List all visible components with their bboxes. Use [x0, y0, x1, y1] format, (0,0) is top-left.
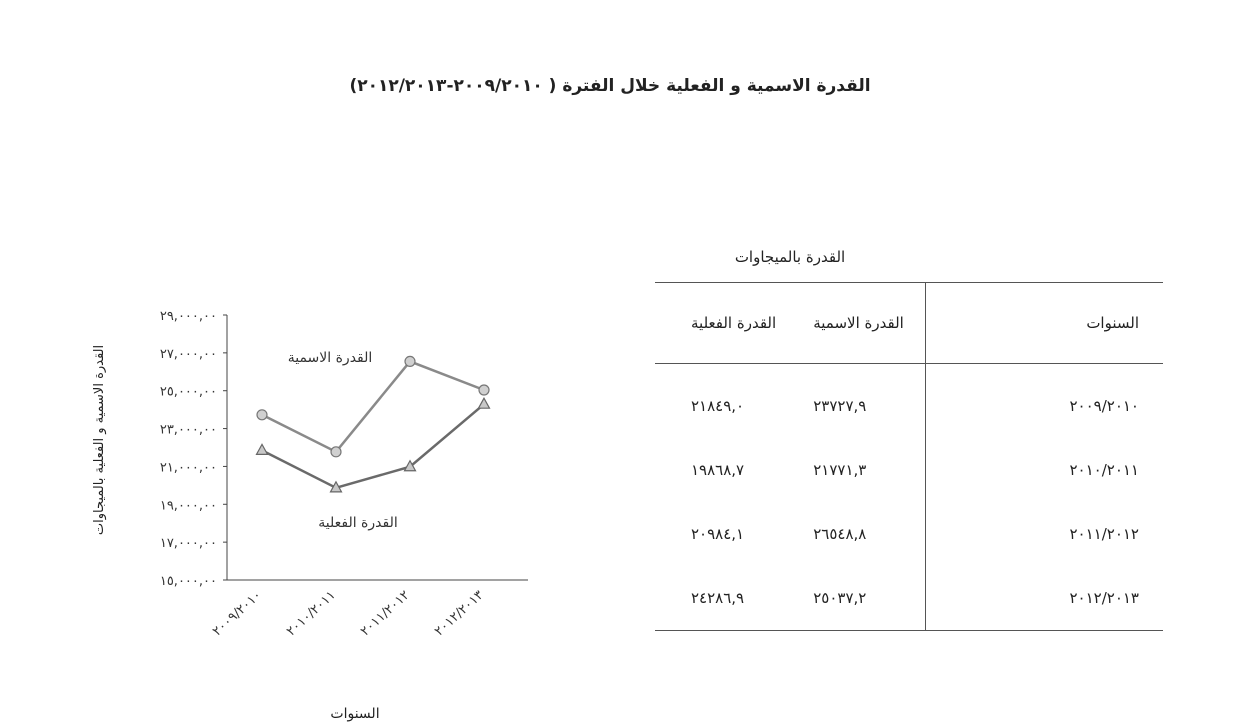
series-label-actual: القدرة الفعلية — [318, 515, 398, 531]
header-years: السنوات — [926, 283, 1164, 364]
y-tick-label: ٢٧,٠٠٠,٠٠ — [159, 346, 217, 362]
x-tick-label: ٢٠١٢/٢٠١٣ — [431, 587, 487, 640]
header-actual-capacity: القدرة الفعلية — [655, 283, 799, 364]
cell-year: ٢٠١٠/٢٠١١ — [926, 438, 1164, 502]
series-label-nominal: القدرة الاسمية — [287, 350, 373, 366]
table-caption: القدرة بالميجاوات — [734, 248, 846, 266]
cell-nominal: ٢٥٠٣٧,٢ — [799, 566, 925, 631]
y-tick-label: ٢٩,٠٠٠,٠٠ — [159, 309, 217, 324]
cell-actual: ٢٤٢٨٦,٩ — [655, 566, 799, 631]
table-row — [655, 364, 1163, 439]
nominal-capacity-line — [262, 361, 484, 451]
cell-actual: ٢١٨٤٩,٠ — [691, 397, 745, 415]
cell-year: ٢٠٠٩/٢٠١٠ — [926, 364, 1164, 439]
cell-nominal: ٢١٧٧١,٣ — [813, 461, 867, 479]
header-nominal-capacity: القدرة الاسمية — [799, 283, 925, 364]
cell-nominal: ٢٣٧٢٧,٩ — [813, 397, 867, 415]
y-tick-label: ٢٥,٠٠٠,٠٠ — [159, 384, 217, 400]
cell-year: ٢٠١١/٢٠١٢ — [926, 502, 1164, 566]
table-row — [655, 502, 1163, 566]
y-axis-title: القدرة الاسمية و الفعلية بالميجاوات — [92, 344, 107, 536]
cell-nominal: ٢٦٥٤٨,٨ — [813, 525, 867, 543]
capacity-table — [655, 282, 1163, 631]
nominal-capacity-point — [479, 385, 489, 395]
nominal-capacity-point — [405, 356, 415, 366]
x-tick-label: ٢٠١٠/٢٠١١ — [283, 587, 339, 640]
actual-capacity-line — [262, 404, 484, 488]
table-row — [655, 438, 1163, 502]
x-tick-label: ٢٠٠٩/٢٠١٠ — [209, 587, 265, 640]
cell-year: ٢٠١٢/٢٠١٣ — [926, 566, 1164, 631]
actual-capacity-point — [479, 398, 490, 408]
cell-actual: ٢٠٩٨٤,١ — [691, 525, 745, 543]
page-title: القدرة الاسمية و الفعلية خلال الفترة ( ٢٠٠٩/٢٠١٠-٢٠١٢/٢٠١٣) — [349, 76, 871, 96]
y-tick-label: ٢١,٠٠٠,٠٠ — [159, 460, 217, 476]
y-tick-label: ١٧,٠٠٠,٠٠ — [159, 536, 217, 552]
line-chart — [0, 290, 600, 727]
cell-actual: ١٩٨٦٨,٧ — [691, 461, 745, 479]
y-tick-label: ١٥,٠٠٠,٠٠ — [159, 574, 217, 589]
table-row — [655, 566, 1163, 631]
x-tick-label: ٢٠١١/٢٠١٢ — [357, 587, 413, 640]
nominal-capacity-point — [331, 447, 341, 457]
table-header-row — [655, 283, 1163, 364]
y-tick-label: ١٩,٠٠٠,٠٠ — [159, 498, 217, 514]
actual-capacity-point — [257, 444, 268, 454]
nominal-capacity-point — [257, 410, 267, 420]
y-tick-label: ٢٣,٠٠٠,٠٠ — [159, 422, 217, 438]
x-axis-title: السنوات — [330, 706, 380, 722]
